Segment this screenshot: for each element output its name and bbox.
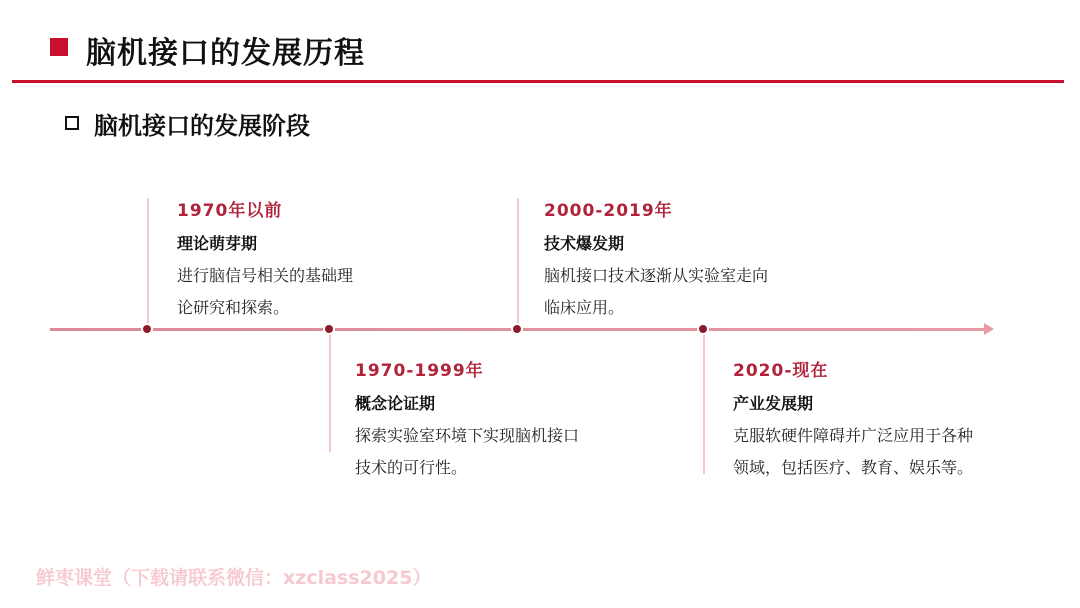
section-title: 脑机接口的发展阶段 [94, 112, 310, 140]
page-title: 脑机接口的发展历程 [86, 36, 365, 71]
stage-description-line: 进行脑信号相关的基础理 [177, 266, 354, 285]
stage-year: 1970年以前 [177, 201, 283, 221]
stage-connector [147, 198, 149, 328]
stage-description-line: 克服软硬件障碍并广泛应用于各种 [733, 426, 974, 445]
timeline-stage-3 [544, 196, 834, 324]
stage-description-line: 技术的可行性。 [355, 458, 468, 477]
stage-name: 理论萌芽期 [177, 234, 258, 253]
stage-name: 产业发展期 [733, 394, 814, 413]
stage-year: 2000-2019年 [544, 201, 673, 221]
stage-name: 概念论证期 [355, 394, 436, 413]
stage-year: 1970-1999年 [355, 361, 484, 381]
timeline-node [141, 323, 153, 335]
hollow-square-bullet-icon [65, 116, 79, 130]
watermark-text: 鲜枣课堂（下载请联系微信：xzclass2025） [36, 567, 432, 589]
stage-description [355, 420, 645, 484]
title-divider [12, 80, 1064, 83]
timeline-stage-2 [355, 356, 645, 484]
stage-name: 技术爆发期 [544, 234, 625, 253]
timeline-node [511, 323, 523, 335]
timeline-stage-4 [733, 356, 1033, 484]
stage-description-line: 论研究和探索。 [177, 298, 290, 317]
stage-description [177, 260, 397, 324]
stage-description [733, 420, 1033, 484]
arrow-right-icon [984, 323, 994, 335]
timeline-node [697, 323, 709, 335]
stage-connector [329, 334, 331, 452]
timeline-stage-1 [177, 196, 397, 324]
stage-description-line: 探索实验室环境下实现脑机接口 [355, 426, 580, 445]
stage-connector [517, 198, 519, 328]
title-square-icon [50, 38, 68, 56]
stage-description-line: 临床应用。 [544, 298, 625, 317]
timeline-node [323, 323, 335, 335]
stage-year: 2020-现在 [733, 361, 829, 381]
stage-connector [703, 334, 705, 474]
stage-description [544, 260, 834, 324]
stage-description-line: 领域，包括医疗、教育、娱乐等。 [733, 458, 974, 477]
stage-description-line: 脑机接口技术逐渐从实验室走向 [544, 266, 769, 285]
